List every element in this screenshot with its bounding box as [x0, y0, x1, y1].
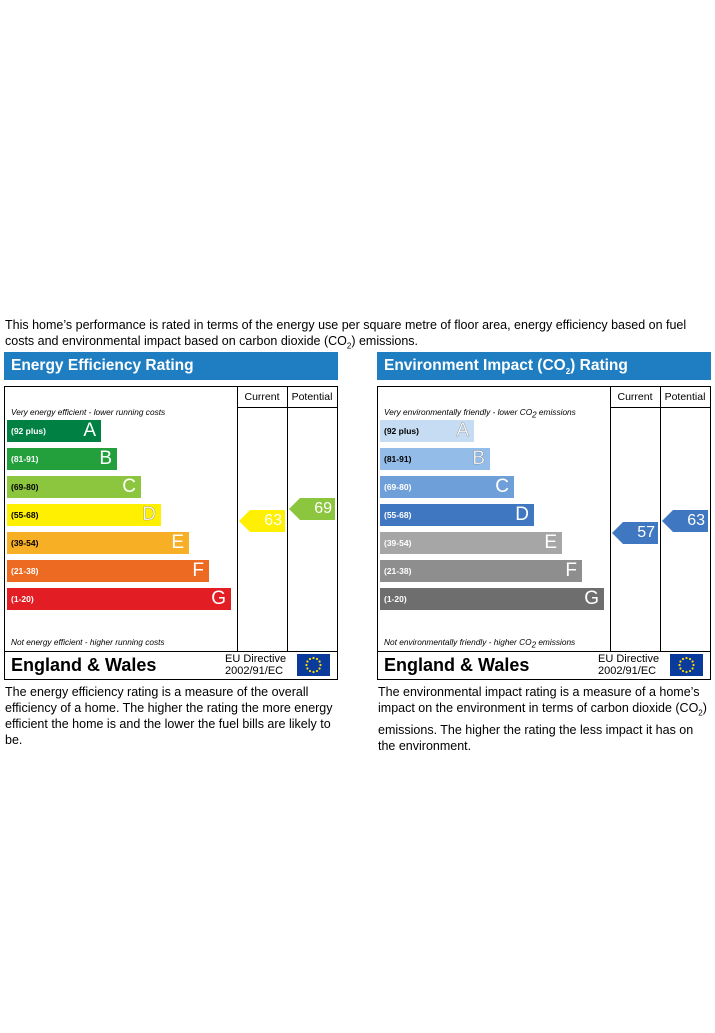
rating-chart	[377, 386, 711, 652]
country-label: England & Wales	[11, 655, 157, 675]
band-a	[7, 420, 101, 442]
band-letter: F	[565, 560, 577, 581]
eu-star	[679, 667, 681, 669]
band-range-label: (81-91)	[11, 454, 39, 464]
eu-directive: EU Directive 2002/91/EC	[598, 653, 660, 677]
band-a	[380, 420, 474, 442]
potential-rating-arrow	[662, 510, 708, 532]
band-b	[380, 448, 490, 470]
eu-star	[685, 671, 687, 673]
intro-text: This home’s performance is rated in terms of the energy use per square metre of floor area, energy efficiency based on fuel costs and environmental impact based on carbon dioxide $(CO_2)$ emissions.	[5, 318, 687, 351]
band-letter: E	[544, 532, 557, 553]
potential-rating-value: 63	[687, 512, 705, 529]
eu-star	[312, 657, 314, 659]
column-divider	[237, 387, 238, 651]
rating-chart	[4, 386, 338, 652]
band-range-label: (39-54)	[11, 538, 39, 548]
band-letter: G	[211, 588, 226, 609]
eu-star	[316, 670, 318, 672]
eu-star	[689, 670, 691, 672]
eu-star	[682, 658, 684, 660]
top-note: Very energy efficient - lower running costs	[11, 407, 166, 417]
eu-star	[318, 667, 320, 669]
eu-flag-icon	[670, 654, 703, 676]
band-range-label: (92 plus)	[11, 426, 46, 436]
eu-star	[679, 660, 681, 662]
potential-column-header: Potential	[287, 387, 337, 408]
environment-impact-panel	[377, 352, 711, 754]
band-c	[380, 476, 514, 498]
band-range-label: (81-91)	[384, 454, 412, 464]
panel-title: Energy Efficiency Rating	[4, 352, 338, 380]
top-note: Very environmentally friendly - lower $CO_2$ emissions	[384, 407, 576, 420]
band-f	[380, 560, 582, 582]
bottom-note: Not environmentally friendly - higher $CO_2$ emissions	[384, 637, 576, 650]
band-range-label: (69-80)	[11, 482, 39, 492]
band-letter: C	[122, 476, 136, 497]
eu-star	[309, 658, 311, 660]
band-letter: A	[83, 420, 96, 441]
band-letter: E	[171, 532, 184, 553]
band-letter: C	[495, 476, 509, 497]
eu-star	[306, 660, 308, 662]
band-range-label: (92 plus)	[384, 426, 419, 436]
eu-star	[678, 664, 680, 666]
current-column-header: Current	[610, 387, 660, 408]
panel-title: Environment Impact $(CO_2)$ Rating	[377, 352, 711, 380]
band-letter: F	[192, 560, 204, 581]
eu-flag-icon	[297, 654, 330, 676]
band-e	[7, 532, 189, 554]
potential-column-header: Potential	[660, 387, 710, 408]
band-range-label: (1-20)	[384, 594, 407, 604]
panel-caption: The environmental impact rating is a measure of a home’s impact on the environment in terms of carbon dioxide $(CO_2)$ emissions. The higher the rating the less impact it has on the environment.	[378, 685, 707, 753]
band-g	[380, 588, 604, 610]
panel-footer	[377, 652, 711, 680]
eu-star	[682, 670, 684, 672]
band-b	[7, 448, 117, 470]
eu-star	[312, 671, 314, 673]
column-divider	[610, 387, 611, 651]
eu-star	[305, 664, 307, 666]
eu-star	[691, 667, 693, 669]
current-rating-arrow	[612, 522, 658, 544]
band-letter: A	[456, 420, 469, 441]
eu-star	[685, 657, 687, 659]
band-letter: B	[472, 448, 485, 469]
band-letter: G	[584, 588, 599, 609]
band-c	[7, 476, 141, 498]
band-g	[7, 588, 231, 610]
current-column-header: Current	[237, 387, 287, 408]
band-range-label: (55-68)	[384, 510, 412, 520]
band-range-label: (39-54)	[384, 538, 412, 548]
panel-caption: The energy efficiency rating is a measure of the overall efficiency of a home. The higher the rating the more energy efficient the home is and the lower the fuel bills are likely to be.	[5, 685, 333, 747]
band-range-label: (69-80)	[384, 482, 412, 492]
band-f	[7, 560, 209, 582]
current-rating-value: 57	[637, 524, 655, 541]
eu-star	[309, 670, 311, 672]
column-divider	[287, 387, 288, 651]
eu-star	[692, 664, 694, 666]
eu-star	[319, 664, 321, 666]
band-letter: D	[515, 504, 529, 525]
eu-star	[318, 660, 320, 662]
current-rating-arrow	[239, 510, 285, 532]
eu-star	[691, 660, 693, 662]
energy-efficiency-panel	[4, 352, 338, 754]
eu-star	[316, 658, 318, 660]
eu-star	[689, 658, 691, 660]
band-range-label: (21-38)	[11, 566, 39, 576]
band-e	[380, 532, 562, 554]
band-range-label: (21-38)	[384, 566, 412, 576]
eu-directive: EU Directive 2002/91/EC	[225, 653, 287, 677]
current-rating-value: 63	[264, 512, 282, 529]
column-divider	[660, 387, 661, 651]
potential-rating-arrow	[289, 498, 335, 520]
country-label: England & Wales	[384, 655, 530, 675]
band-letter: B	[99, 448, 112, 469]
band-d	[380, 504, 534, 526]
potential-rating-value: 69	[314, 499, 332, 517]
bottom-note: Not energy efficient - higher running costs	[11, 637, 165, 647]
band-d	[7, 504, 161, 526]
eu-star	[306, 667, 308, 669]
band-range-label: (1-20)	[11, 594, 34, 604]
band-letter: D	[142, 504, 156, 525]
band-range-label: (55-68)	[11, 510, 39, 520]
panel-footer	[4, 652, 338, 680]
